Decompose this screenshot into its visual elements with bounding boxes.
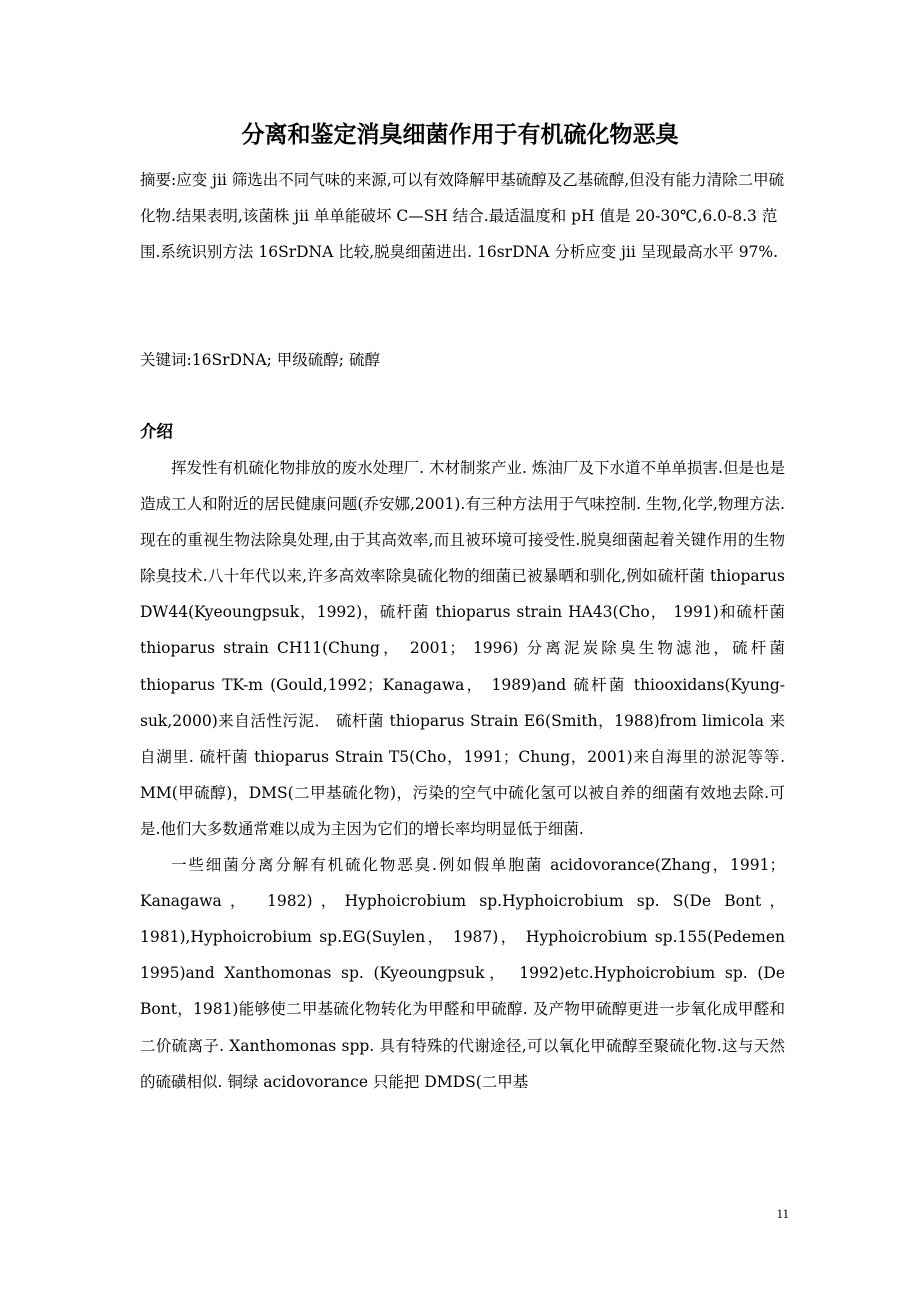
introduction-body	[140, 450, 785, 1100]
paragraph: 挥发性有机硫化物排放的废水处理厂. 木材制浆产业. 炼油厂及下水道不单单损害.但是也是造成工人和附近的居民健康问题(乔安娜,2001).有三种方法用于气味控制. 生物,化学,物理方法. 现在的重视生物法除臭处理,由于其高效率,而且被环境可接受性.脱臭细菌起着关键作用的生物除臭技术.八十年代以来,许多高效率除臭硫化物的细菌已被暴晒和驯化,例如硫杆菌 thioparus DW44(Kyeoungpsuk，1992)，硫杆菌 thioparus strain HA43(Cho， 1991)和硫杆菌 thioparus strain CH11(Chung， 2001； 1996) 分离泥炭除臭生物滤池，硫杆菌 thioparus TK-m (Gould,1992；Kanagawa， 1989)and 硫杆菌 thiooxidans(Kyung-suk,2000)来自活性污泥． 硫杆菌 thioparus Strain E6(Smith，1988)from limicola 来自湖里. 硫杆菌 thioparus Strain T5(Cho，1991；Chung，2001)来自海里的淤泥等等. MM(甲硫醇)，DMS(二甲基硫化物)，污染的空气中硫化氢可以被自养的细菌有效地去除.可是.他们大多数通常难以成为主因为它们的增长率均明显低于细菌.	[140, 459, 785, 838]
keywords: 关键词:16SrDNA; 甲级硫醇; 硫醇	[140, 351, 380, 369]
section-heading-introduction: 介绍	[140, 422, 173, 441]
abstract: 摘要:应变 jii 筛选出不同气味的来源,可以有效降解甲基硫醇及乙基硫醇,但没有能力清除二甲硫化物.结果表明,该菌株 jii 单单能破坏 C—SH 结合.最适温度和 pH 值是 20-30℃,6.0-8.3 范围.系统识别方法 16SrDNA 比较,脱臭细菌进出. 16srDNA 分析应变 jii 呈现最高水平 97%.	[140, 171, 785, 261]
page-number: 11	[776, 1206, 789, 1221]
paper-title: 分离和鉴定消臭细菌作用于有机硫化物恶臭	[241, 122, 679, 148]
paragraph: 一些细菌分离分解有机硫化物恶臭.例如假单胞菌 acidovorance(Zhang，1991； Kanagawa， 1982)，Hyphoicrobium sp.Hyphoicrobium sp. S(De Bont，1981),Hyphoicrobium sp.EG(Suylen， 1987)， Hyphoicrobium sp.155(Pedemen 1995)and Xanthomonas sp. (Kyeoungpsuk， 1992)etc.Hyphoicrobium sp. (De Bont，1981)能够使二甲基硫化物转化为甲醛和甲硫醇. 及产物甲硫醇更进一步氧化成甲醛和二价硫离子. Xanthomonas spp. 具有特殊的代谢途径,可以氧化甲硫醇至聚硫化物.这与天然的硫磺相似. 铜绿 acidovorance 只能把 DMDS(二甲基	[140, 856, 785, 1091]
